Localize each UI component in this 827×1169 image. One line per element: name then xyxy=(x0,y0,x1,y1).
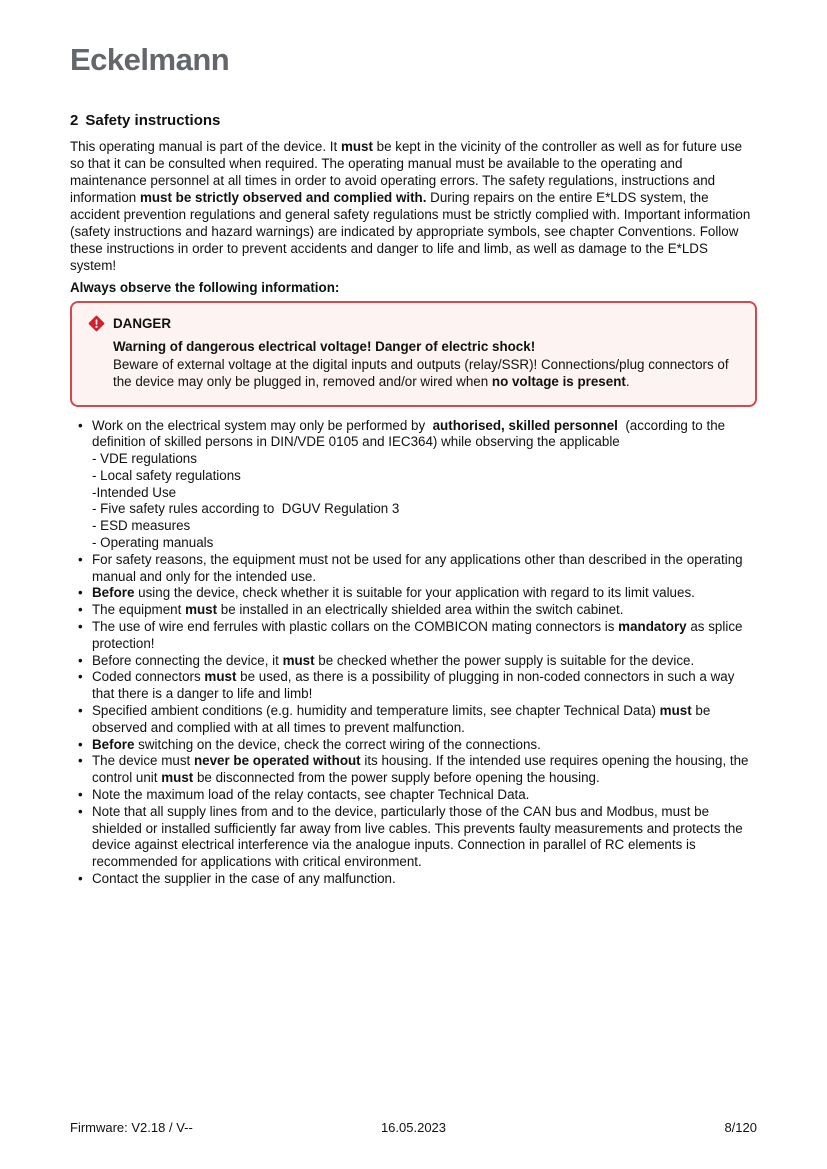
danger-warning-text xyxy=(113,356,739,391)
company-logo: Eckelmann xyxy=(70,42,230,77)
safety-bullet-item xyxy=(70,703,757,737)
text-run: Before xyxy=(92,736,135,752)
text-run: This operating manual is part of the device. It xyxy=(70,139,341,154)
text-run: The use of wire end ferrules with plastic collars on the COMBICON mating connectors is xyxy=(92,619,619,635)
bullet-text xyxy=(92,418,757,452)
text-run: no voltage is present xyxy=(491,374,626,389)
text-run: Before connecting the device, it xyxy=(92,652,283,668)
text-run: switching on the device, check the correct wiring of the connections. xyxy=(134,736,541,752)
text-run: must xyxy=(204,669,237,685)
safety-bullet-item xyxy=(70,787,757,804)
bullet-text xyxy=(92,585,757,602)
text-run: The equipment xyxy=(92,602,186,618)
safety-bullet-item xyxy=(70,619,757,653)
text-run: Work on the electrical system may only be performed by xyxy=(92,417,429,433)
safety-bullet-item xyxy=(70,418,757,552)
safety-bullet-item xyxy=(70,585,757,602)
danger-warning-heading: Warning of dangerous electrical voltage! Danger of electric shock! xyxy=(113,339,536,354)
danger-diamond-icon xyxy=(88,315,105,332)
text-run: as splice protection! xyxy=(92,619,747,651)
bullet-text xyxy=(92,602,757,619)
text-run: be checked whether the power supply is suitable for the device. xyxy=(314,652,695,668)
text-run: must be strictly observed and complied with. xyxy=(139,190,427,205)
text-run: The device must xyxy=(92,753,194,769)
dash-subline: - ESD measures xyxy=(92,518,191,534)
dash-subline: - Local safety regulations xyxy=(92,467,241,483)
bullet-text xyxy=(92,653,757,670)
bullet-text xyxy=(92,703,757,737)
dash-subline: - VDE regulations xyxy=(92,451,197,467)
page-content xyxy=(70,112,757,888)
safety-bullet-item xyxy=(70,669,757,703)
bullet-text xyxy=(92,871,757,888)
text-run: mandatory xyxy=(618,619,687,635)
text-run: be installed in an electrically shielded area within the switch cabinet. xyxy=(217,602,624,618)
text-run: Specified ambient conditions (e.g. humidity and temperature limits, see chapter Technical Data) xyxy=(92,703,660,719)
danger-callout xyxy=(70,301,757,407)
danger-callout-body xyxy=(113,338,739,391)
text-run: be used, as there is a possibility of plugging in non-coded connectors in such a way that there is a danger to life and limb! xyxy=(92,669,739,702)
text-run: must xyxy=(185,602,218,618)
text-run: using the device, check whether it is suitable for your application with regard to its limit values. xyxy=(134,585,695,601)
text-run: must xyxy=(282,652,315,668)
text-run: must xyxy=(340,139,373,154)
footer-firmware-version: Firmware: V2.18 / V-- xyxy=(70,1120,193,1135)
bullet-text xyxy=(92,804,757,871)
danger-title: DANGER xyxy=(113,316,172,331)
bullet-text xyxy=(92,787,757,804)
safety-bullet-item xyxy=(70,552,757,586)
text-run: be observed and complied with at all times to prevent malfunction. xyxy=(92,703,715,735)
dash-subline: - Five safety rules according to DGUV Regulation 3 xyxy=(92,501,400,517)
text-run: be disconnected from the power supply before opening the housing. xyxy=(193,770,600,786)
danger-callout-header xyxy=(88,315,739,332)
text-run: . xyxy=(625,374,630,389)
safety-bullet-list xyxy=(70,418,757,888)
bullet-text xyxy=(92,753,757,787)
footer-page-number: 8/120 xyxy=(724,1120,757,1135)
text-run: never be operated without xyxy=(193,753,361,769)
text-run: must xyxy=(659,703,692,719)
safety-bullet-item xyxy=(70,804,757,871)
bullet-text xyxy=(92,619,757,653)
safety-bullet-item xyxy=(70,737,757,754)
text-run: Coded connectors xyxy=(92,669,205,685)
safety-bullet-item xyxy=(70,602,757,619)
text-run: For safety reasons, the equipment must not be used for any applications other than described in the operating manual and only for the intended use. xyxy=(92,551,747,584)
text-run: Beware of external voltage at the digital inputs and outputs (relay/SSR)! Connections/plug connectors of the device may only be plugged in, removed and/or wired when xyxy=(113,356,733,389)
section-title: Safety instructions xyxy=(85,112,221,129)
intro-paragraph xyxy=(70,138,757,274)
text-run: its housing. If the intended use requires opening the housing, the control unit xyxy=(92,753,753,786)
safety-bullet-item xyxy=(70,871,757,888)
footer-date: 16.05.2023 xyxy=(380,1120,447,1135)
text-run: (according to the definition of skilled persons in DIN/VDE 0105 and IEC364) while observing the applicable xyxy=(92,417,729,450)
section-number: 2 xyxy=(70,112,79,129)
text-run: Note that all supply lines from and to the device, particularly those of the CAN bus and Modbus, must be shielded or installed sufficiently far away from live cables. This prevents faulty measurements and protects the device against electrical interference via the analogue inputs. Connection in parallel of RC elements is recommended for applications with critical environment. xyxy=(92,803,747,870)
text-run: During repairs on the entire E*LDS system, the accident prevention regulations and general safety regulations must be strictly complied with. Important information (safety instructions and hazard warnings) are indicated by appropriate symbols, see chapter Conventions. Follow these instructions in order to prevent accidents and danger to life and limb, as well as damage to the E*LDS system! xyxy=(70,190,755,273)
text-run: be kept in the vicinity of the controller as well as for future use so that it can be consulted when required. The operating manual must be available to the operating and maintenance personnel at all times in order to avoid operating errors. The safety regulations, instructions and information xyxy=(70,139,746,205)
page-footer xyxy=(70,1120,757,1135)
text-run: must xyxy=(161,770,194,786)
bullet-text xyxy=(92,737,757,754)
dash-subline: -Intended Use xyxy=(92,484,177,500)
safety-bullet-item xyxy=(70,753,757,787)
text-run: authorised, skilled personnel xyxy=(428,417,622,433)
page-header xyxy=(70,44,757,76)
text-run: Before xyxy=(92,585,135,601)
text-run: Contact the supplier in the case of any malfunction. xyxy=(92,871,396,887)
safety-bullet-item xyxy=(70,653,757,670)
bullet-text xyxy=(92,669,757,703)
bullet-text xyxy=(92,552,757,586)
section-heading xyxy=(70,112,757,130)
dash-subline: - Operating manuals xyxy=(92,535,214,551)
text-run: Note the maximum load of the relay contacts, see chapter Technical Data. xyxy=(92,787,530,803)
always-observe-note: Always observe the following information: xyxy=(70,280,340,295)
